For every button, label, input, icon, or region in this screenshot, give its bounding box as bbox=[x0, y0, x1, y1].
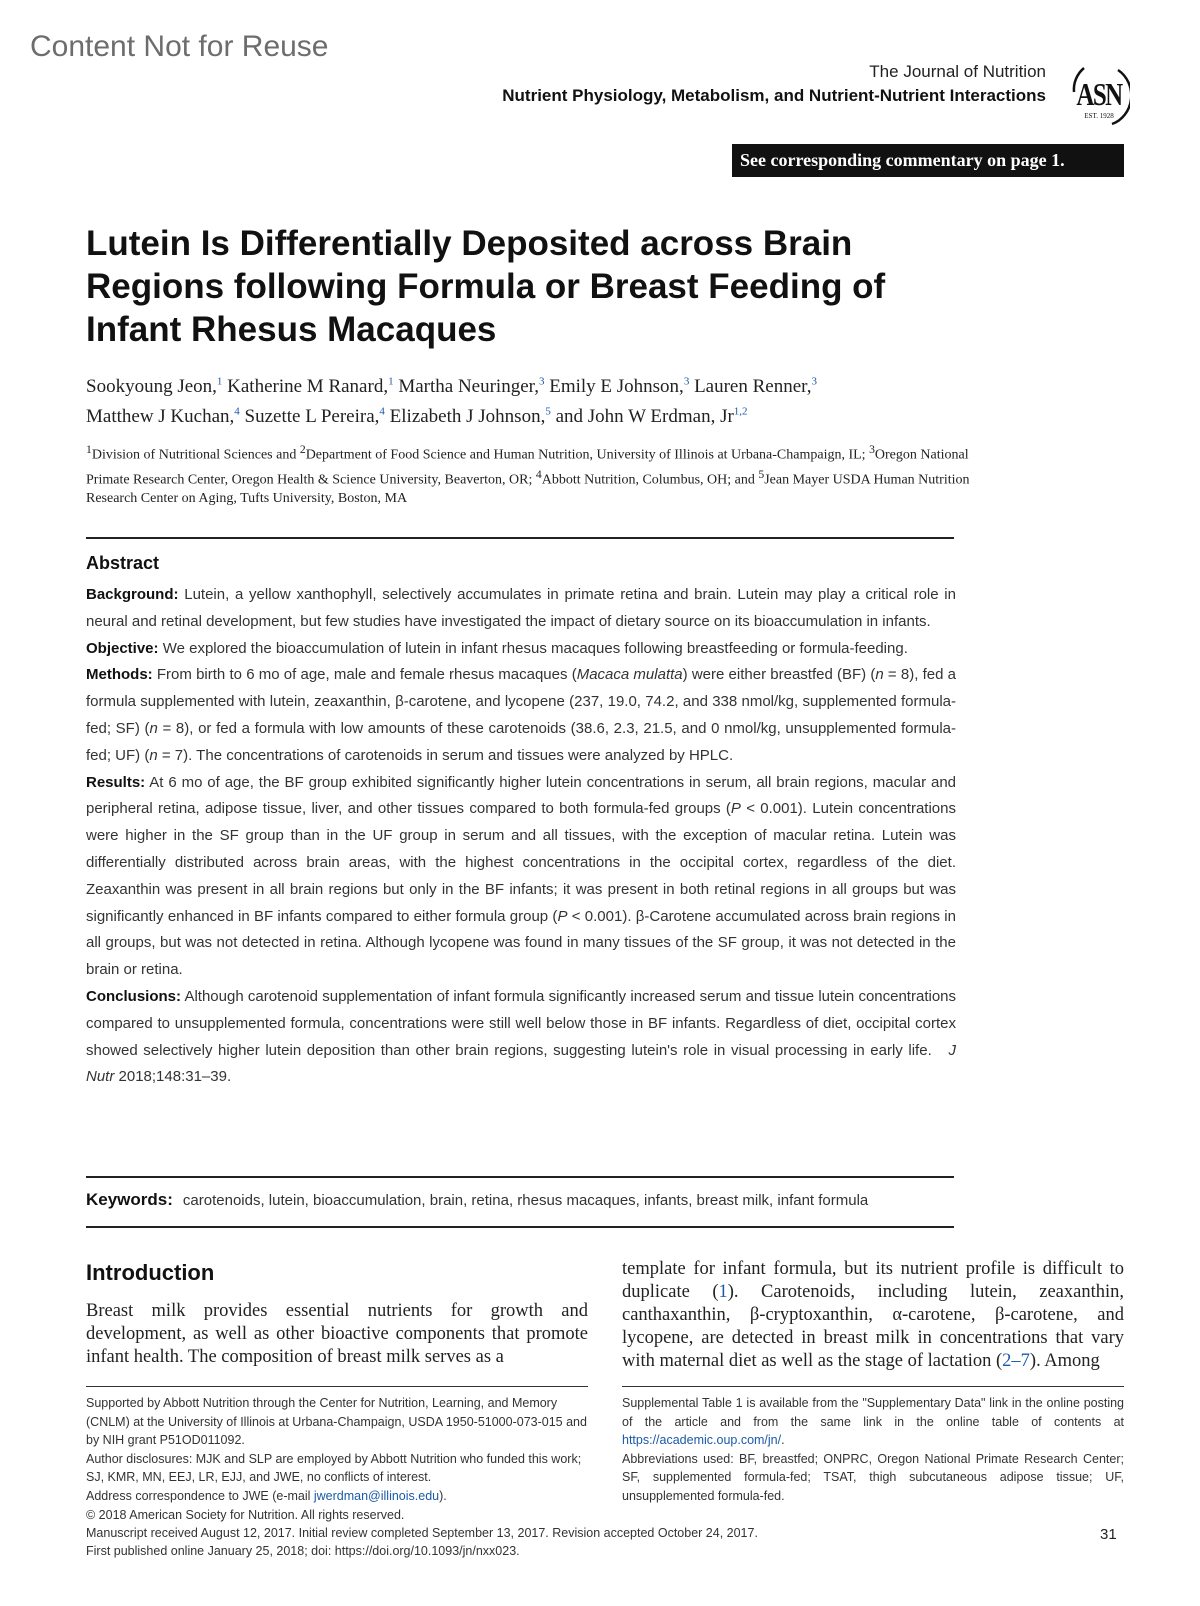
affiliation-text: Oregon National Primate Research Center, Oregon Health & Science University, Beaverton, OR; bbox=[86, 447, 969, 488]
journal-header bbox=[502, 62, 1046, 106]
correspondence-note: Address correspondence to JWE (e-mail jwerdman@illinois.edu). bbox=[86, 1488, 447, 1503]
disclosure-note: Author disclosures: MJK and SLP are employed by Abbott Nutrition who funded this work; SJ, KMR, MN, EEJ, LR, EJJ, and JWE, no conflicts of interest. bbox=[86, 1451, 582, 1484]
author: Martha Neuringer,$^3$ bbox=[398, 376, 545, 398]
footnote-rule-left bbox=[86, 1386, 588, 1387]
footer-info bbox=[86, 1506, 986, 1560]
affiliation-text: Division of Nutritional Sciences and bbox=[91, 447, 300, 463]
author: Elizabeth J Johnson,$^5$ bbox=[389, 405, 551, 427]
author: Sookyoung Jeon,$^1$ bbox=[86, 376, 223, 398]
author: Lauren Renner,$^3$ bbox=[694, 376, 817, 398]
publication-doi: First published online January 25, 2018; doi: https://doi.org/10.1093/jn/nxx023. bbox=[86, 1544, 520, 1558]
affiliation-text: Abbott Nutrition, Columbus, OH; and bbox=[541, 472, 759, 488]
affiliation-number: 2 bbox=[299, 443, 306, 456]
affiliations bbox=[86, 440, 986, 508]
affiliation-text: Jean Mayer USDA Human Nutrition Research Center on Aging, Tufts University, Boston, MA bbox=[86, 472, 970, 507]
abstract-heading: Abstract bbox=[86, 553, 160, 573]
abstract-background: Background: Lutein, a yellow xanthophyll, selectively accumulates in primate retina and brain. Lutein may play a critical role in neural and retinal development, but few studies have investigated the impact of dietary source on its bioaccumulation in infants. bbox=[86, 586, 956, 630]
introduction-left-column: Breast milk provides essential nutrients for growth and development, as well as other bioactive components that promote infant health. The composition of breast milk serves as a bbox=[86, 1301, 588, 1367]
article-title: Lutein Is Differentially Deposited across Brain Regions following Formula or Breast Feeding of Infant Rhesus Macaques bbox=[86, 224, 886, 349]
journal-section: Nutrient Physiology, Metabolism, and Nutrient-Nutrient Interactions bbox=[502, 86, 1046, 105]
reference-link[interactable]: 1 bbox=[718, 1282, 728, 1302]
supplemental-url-link[interactable]: https://academic.oup.com/jn/ bbox=[622, 1433, 782, 1447]
introduction-heading: Introduction bbox=[86, 1260, 215, 1285]
abstract-body bbox=[86, 582, 956, 1091]
abstract-conclusions: Conclusions: Although carotenoid supplementation of infant formula significantly increased serum and tissue lutein concentrations compared to unsupplemented formula, concentrations were still well below those in BF infants. Regardless of diet, occipital cortex showed selectively higher lutein deposition than other brain regions, suggesting lutein's role in visual processing in early life. J Nutr 2018;148:31–39. bbox=[86, 987, 956, 1086]
author-affiliation-ref[interactable]: 3 bbox=[811, 376, 817, 388]
page-number: 31 bbox=[1100, 1526, 1117, 1543]
footnotes-left bbox=[86, 1394, 588, 1505]
copyright-line: © 2018 American Society for Nutrition. All rights reserved. bbox=[86, 1508, 405, 1522]
keywords-text: carotenoids, lutein, bioaccumulation, brain, retina, rhesus macaques, infants, breast milk, infant formula bbox=[182, 1192, 869, 1209]
email-link[interactable]: jwerdman@illinois.edu bbox=[313, 1488, 440, 1503]
reference-link[interactable]: 2–7 bbox=[1002, 1351, 1030, 1371]
logo-text: ASN bbox=[1076, 76, 1122, 112]
author: Suzette L Pereira,$^4$ bbox=[244, 405, 385, 427]
abstract-methods: Methods: From birth to 6 mo of age, male and female rhesus macaques (Macaca mulatta) were either breastfed (BF) (n = 8), fed a formula supplemented with lutein, zeaxanthin, β-carotene, and lycopene (237, 19.0, 74.2, and 338 nmol/kg, supplemented formula-fed; SF) (n = 8), or fed a formula with low amounts of these carotenoids (38.6, 2.3, 21.5, and 0 nmol/kg, unsupplemented formula-fed; UF) (n = 7). The concentrations of carotenoids in serum and tissues were analyzed by HPLC. bbox=[86, 666, 957, 764]
affiliation-number: 3 bbox=[869, 443, 875, 456]
keywords-bottom-rule bbox=[86, 1226, 954, 1228]
author-list bbox=[86, 370, 986, 429]
author-affiliation-ref[interactable]: 3 bbox=[683, 376, 690, 388]
author-affiliation-ref[interactable]: 4 bbox=[379, 405, 385, 418]
watermark-text: Content Not for Reuse bbox=[30, 30, 329, 63]
affiliation-number: 4 bbox=[535, 467, 542, 481]
supplemental-note: Supplemental Table 1 is available from the "Supplementary Data" link in the online posting of the article and from the same link in the online table of contents at https://academic.oup.com/jn/. bbox=[622, 1396, 1124, 1447]
author-affiliation-ref[interactable]: 1,2 bbox=[733, 405, 748, 418]
author-affiliation-ref[interactable]: 5 bbox=[545, 405, 551, 418]
author: and John W Erdman, Jr$^{1,2}$ bbox=[555, 405, 748, 427]
author: Emily E Johnson,$^3$ bbox=[549, 376, 690, 398]
affiliation-number: 5 bbox=[758, 467, 765, 481]
abbreviations-note: Abbreviations used: BF, breastfed; ONPRC, Oregon National Primate Research Center; SF, supplemented formula-fed; TSAT, thigh subcutaneous adipose tissue; UF, unsupplemented formula-fed. bbox=[622, 1451, 1124, 1503]
keywords bbox=[86, 1190, 956, 1210]
asn-logo bbox=[1068, 62, 1130, 130]
affiliation-number: 1 bbox=[86, 443, 92, 456]
logo-subtext: EST. 1928 bbox=[1084, 112, 1114, 120]
keywords-top-rule bbox=[86, 1176, 954, 1178]
author-affiliation-ref[interactable]: 1 bbox=[216, 376, 223, 388]
footnotes-right bbox=[622, 1394, 1124, 1505]
keywords-label: Keywords: bbox=[86, 1190, 173, 1209]
journal-name: The Journal of Nutrition bbox=[869, 62, 1046, 81]
author: Katherine M Ranard,$^1$ bbox=[227, 376, 394, 398]
author-affiliation-ref[interactable]: 3 bbox=[538, 376, 545, 388]
author: Matthew J Kuchan,$^4$ bbox=[86, 405, 240, 427]
introduction-right-column: template for infant formula, but its nutrient profile is difficult to duplicate (1). Carotenoids, including lutein, zeaxanthin, canthaxanthin, β-cryptoxanthin, α-carotene, β-carotene, and lycopene, are detected in breast milk in concentrations that vary with maternal diet as well as the stage of lactation (2–7). Among bbox=[622, 1259, 1124, 1371]
author-affiliation-ref[interactable]: 1 bbox=[388, 376, 394, 388]
manuscript-dates: Manuscript received August 12, 2017. Initial review completed September 13, 2017. Revision accepted October 24, 2017. bbox=[86, 1526, 758, 1540]
footnote-rule-right bbox=[622, 1386, 1124, 1387]
author-affiliation-ref[interactable]: 4 bbox=[234, 405, 240, 418]
funding-note: Supported by Abbott Nutrition through the Center for Nutrition, Learning, and Memory (CNLM) at the University of Illinois at Urbana-Champaign, USDA 1950-51000-073-015 and by NIH grant P51OD011092. bbox=[86, 1396, 587, 1447]
commentary-banner[interactable]: See corresponding commentary on page 1. bbox=[732, 144, 1124, 177]
abstract-results: Results: At 6 mo of age, the BF group exhibited significantly higher lutein concentrations in serum, all brain regions, macular and peripheral retina, adipose tissue, liver, and other tissues compared to both formula-fed groups (P < 0.001). Lutein concentrations were higher in the SF group than in the UF group in serum and all tissues, with the exception of macular retina. Lutein was differentially distributed across brain areas, with the highest concentrations in the occipital cortex, regardless of the diet. Zeaxanthin was present in all brain regions but only in the BF infants; it was present in both retinal regions in all groups but was significantly enhanced in BF infants compared to either formula group (P < 0.001). β-Carotene accumulated across brain regions in all groups, but was not detected in retina. Although lycopene was found in many tissues of the SF group, it was not detected in the brain or retina. bbox=[86, 773, 957, 979]
affiliation-text: Department of Food Science and Human Nutrition, University of Illinois at Urbana-Champaign, IL; bbox=[305, 447, 870, 463]
abstract-objective: Objective: We explored the bioaccumulation of lutein in infant rhesus macaques following breastfeeding or formula-feeding. bbox=[86, 639, 908, 657]
abstract-top-rule bbox=[86, 537, 954, 539]
